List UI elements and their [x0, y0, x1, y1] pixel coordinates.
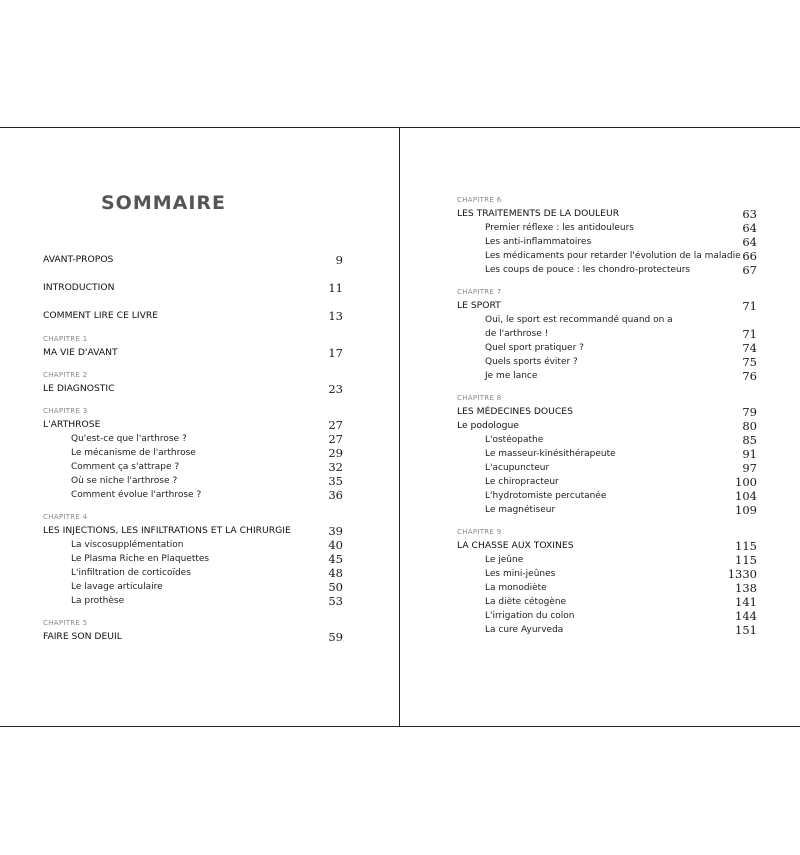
toc-subentry	[485, 595, 757, 609]
toc-page-number: 115	[735, 553, 757, 567]
toc-entry-label: Le Plasma Riche en Plaquettes	[71, 554, 210, 564]
toc-page-number: 104	[735, 489, 757, 503]
toc-subentry	[485, 249, 757, 263]
chapter-label: CHAPITRE 6	[457, 196, 502, 204]
toc-entry	[43, 418, 343, 432]
toc-entry-label: LES MÉDECINES DOUCES	[457, 406, 573, 417]
toc-subentry	[71, 474, 343, 488]
toc-subentry	[485, 447, 757, 461]
toc-page-number: 91	[742, 447, 757, 461]
toc-entry-label: La viscosupplémentation	[71, 540, 184, 550]
toc-subentry	[71, 552, 343, 566]
toc-entry-label: Comment ça s'attrape ?	[71, 462, 180, 472]
toc-entry-label: Quel sport pratiquer ?	[485, 343, 584, 353]
toc-page-number: 144	[735, 609, 757, 623]
toc-entry-label: Les coups de pouce : les chondro-protecteurs	[485, 265, 691, 275]
toc-subentry	[71, 566, 343, 580]
toc-entry-label: La monodiète	[485, 583, 547, 593]
toc-entry	[43, 382, 343, 396]
toc-entry-label: LES TRAITEMENTS DE LA DOULEUR	[457, 208, 620, 219]
toc-entry-label: Les médicaments pour retarder l'évolution de la maladie	[485, 251, 741, 261]
toc-page-number: 13	[328, 309, 343, 323]
toc-entry	[457, 405, 757, 419]
chapter-label: CHAPITRE 3	[43, 407, 88, 415]
toc-subentry	[485, 503, 757, 517]
toc-subentry	[485, 221, 757, 235]
toc-subentry	[71, 460, 343, 474]
toc-entry-label: AVANT-PROPOS	[43, 254, 114, 265]
toc-page-number: 75	[742, 355, 757, 369]
toc-page-number: 79	[742, 405, 757, 419]
toc-entry-label: La prothèse	[71, 596, 125, 606]
toc-page-number: 66	[742, 249, 757, 263]
toc-entry	[43, 630, 343, 644]
toc-subentry	[485, 341, 757, 355]
toc-page-number: 40	[328, 538, 343, 552]
chapter-label: CHAPITRE 5	[43, 619, 88, 627]
toc-subentry	[485, 461, 757, 475]
chapter-label: CHAPITRE 4	[43, 513, 88, 521]
toc-entry-label: FAIRE SON DEUIL	[43, 631, 122, 642]
toc-page-number: 9	[335, 253, 343, 267]
toc-entry-label: Comment évolue l'arthrose ?	[71, 490, 202, 500]
toc-entry	[457, 539, 757, 553]
toc-entry	[43, 524, 343, 538]
toc-entry-label: de l'arthrose !	[485, 329, 549, 339]
toc-entry-label: Le jeûne	[485, 555, 524, 565]
toc-subentry	[485, 355, 757, 369]
toc-subentry	[485, 553, 757, 567]
toc-entry-label: L'hydrotomiste percutanée	[485, 491, 607, 501]
toc-page-number: 76	[742, 369, 757, 383]
toc-entry-label: Les mini-jeûnes	[485, 569, 556, 579]
right-page	[400, 128, 800, 726]
toc-page-number: 27	[328, 418, 343, 432]
toc-entry-label: Je me lance	[485, 371, 538, 381]
toc-entry-label: Quels sports éviter ?	[485, 357, 578, 367]
toc-entry-label: COMMENT LIRE CE LIVRE	[43, 310, 159, 321]
toc-page-number: 67	[742, 263, 757, 277]
toc-subentry	[485, 581, 757, 595]
toc-entry	[43, 309, 343, 323]
toc-entry-label: Le mécanisme de l'arthrose	[71, 448, 196, 458]
toc-page-number: 48	[328, 566, 343, 580]
toc-subentry	[485, 609, 757, 623]
chapter-label: CHAPITRE 1	[43, 335, 88, 343]
toc-page-number: 45	[328, 552, 343, 566]
toc-page-number: 74	[742, 341, 757, 355]
toc-entry-label: LES INJECTIONS, LES INFILTRATIONS ET LA CHIRURGIE	[43, 525, 291, 536]
toc-entry-label: INTRODUCTION	[43, 282, 115, 293]
toc-entry-label: LE DIAGNOSTIC	[43, 383, 115, 394]
toc-subentry	[485, 567, 757, 581]
toc-entry	[457, 419, 757, 433]
toc-entry-label: Premier réflexe : les antidouleurs	[485, 223, 634, 233]
toc-page-number: 29	[328, 446, 343, 460]
toc-entry-label: Le magnétiseur	[485, 505, 556, 515]
toc-page-number: 59	[328, 630, 343, 644]
toc-page-number: 32	[328, 460, 343, 474]
toc-page-number: 27	[328, 432, 343, 446]
toc-entry-label: LA CHASSE AUX TOXINES	[457, 540, 574, 551]
toc-entry-label: L'acupuncteur	[485, 463, 550, 473]
toc-page-number: 1330	[727, 567, 757, 581]
toc-entry-label: Le podologue	[457, 420, 519, 431]
toc-subentry	[71, 580, 343, 594]
toc-page-number: 100	[735, 475, 757, 489]
toc-page-number: 11	[328, 281, 343, 295]
page-title: SOMMAIRE	[101, 192, 227, 214]
toc-subentry	[485, 235, 757, 249]
toc-page-number: 115	[735, 539, 757, 553]
toc-page-number: 23	[328, 382, 343, 396]
toc-page-number: 35	[328, 474, 343, 488]
toc-entry-label: Le lavage articulaire	[71, 582, 163, 592]
toc-entry-label: L'irrigation du colon	[485, 611, 575, 621]
chapter-label: CHAPITRE 8	[457, 394, 502, 402]
toc-subentry	[485, 475, 757, 489]
toc-entry-label: Le masseur-kinésithérapeute	[485, 449, 616, 459]
chapter-label: CHAPITRE 7	[457, 288, 502, 296]
toc-page-number: 17	[328, 346, 343, 360]
toc-subentry	[71, 538, 343, 552]
toc-entry-label: Le chiropracteur	[485, 477, 559, 487]
toc-entry-label: LE SPORT	[457, 300, 501, 311]
toc-page-number: 151	[735, 623, 757, 637]
toc-entry-label: Les anti-inflammatoires	[485, 237, 592, 247]
toc-subentry	[485, 489, 757, 503]
toc-subentry	[485, 313, 757, 327]
toc-page-number: 138	[735, 581, 757, 595]
toc-page-number: 97	[742, 461, 757, 475]
toc-entry	[43, 281, 343, 295]
toc-entry-label: Qu'est-ce que l'arthrose ?	[71, 434, 187, 444]
toc-page-number: 71	[742, 299, 757, 313]
toc-entry-label: La diète cétogène	[485, 597, 567, 607]
toc-page-number: 85	[742, 433, 757, 447]
toc-page-number: 109	[735, 503, 757, 517]
chapter-label: CHAPITRE 9	[457, 528, 502, 536]
toc-entry-label: L'infiltration de corticoïdes	[71, 568, 191, 578]
toc-page-number: 53	[328, 594, 343, 608]
toc-page-number: 64	[742, 235, 757, 249]
chapter-label: CHAPITRE 2	[43, 371, 88, 379]
toc-page-number: 64	[742, 221, 757, 235]
toc-entry	[457, 207, 757, 221]
toc-entry-label: La cure Ayurveda	[485, 625, 564, 635]
toc-entry-label: L'ARTHROSE	[43, 419, 101, 430]
toc-entry-label: L'ostéopathe	[485, 435, 544, 445]
toc-subentry	[485, 263, 757, 277]
toc-subentry	[71, 594, 343, 608]
toc-page-number: 80	[742, 419, 757, 433]
toc-subentry	[71, 432, 343, 446]
toc-entry	[457, 299, 757, 313]
left-page	[0, 128, 399, 726]
toc-subentry	[485, 433, 757, 447]
toc-entry-label: Où se niche l'arthrose ?	[71, 476, 178, 486]
toc-subentry	[71, 488, 343, 502]
toc-page-number: 39	[328, 524, 343, 538]
toc-subentry	[485, 369, 757, 383]
toc-page-number: 50	[328, 580, 343, 594]
toc-page-number: 141	[735, 595, 757, 609]
toc-entry-label: Oui, le sport est recommandé quand on a	[485, 315, 673, 325]
toc-page-number: 36	[328, 488, 343, 502]
toc-subentry	[485, 623, 757, 637]
toc-entry-label: MA VIE D'AVANT	[43, 347, 118, 358]
toc-subentry	[485, 327, 757, 341]
toc-page-number: 71	[742, 327, 757, 341]
toc-entry	[43, 253, 343, 267]
book-spread	[0, 127, 800, 727]
toc-subentry	[71, 446, 343, 460]
toc-page-number: 63	[742, 207, 757, 221]
toc-entry	[43, 346, 343, 360]
